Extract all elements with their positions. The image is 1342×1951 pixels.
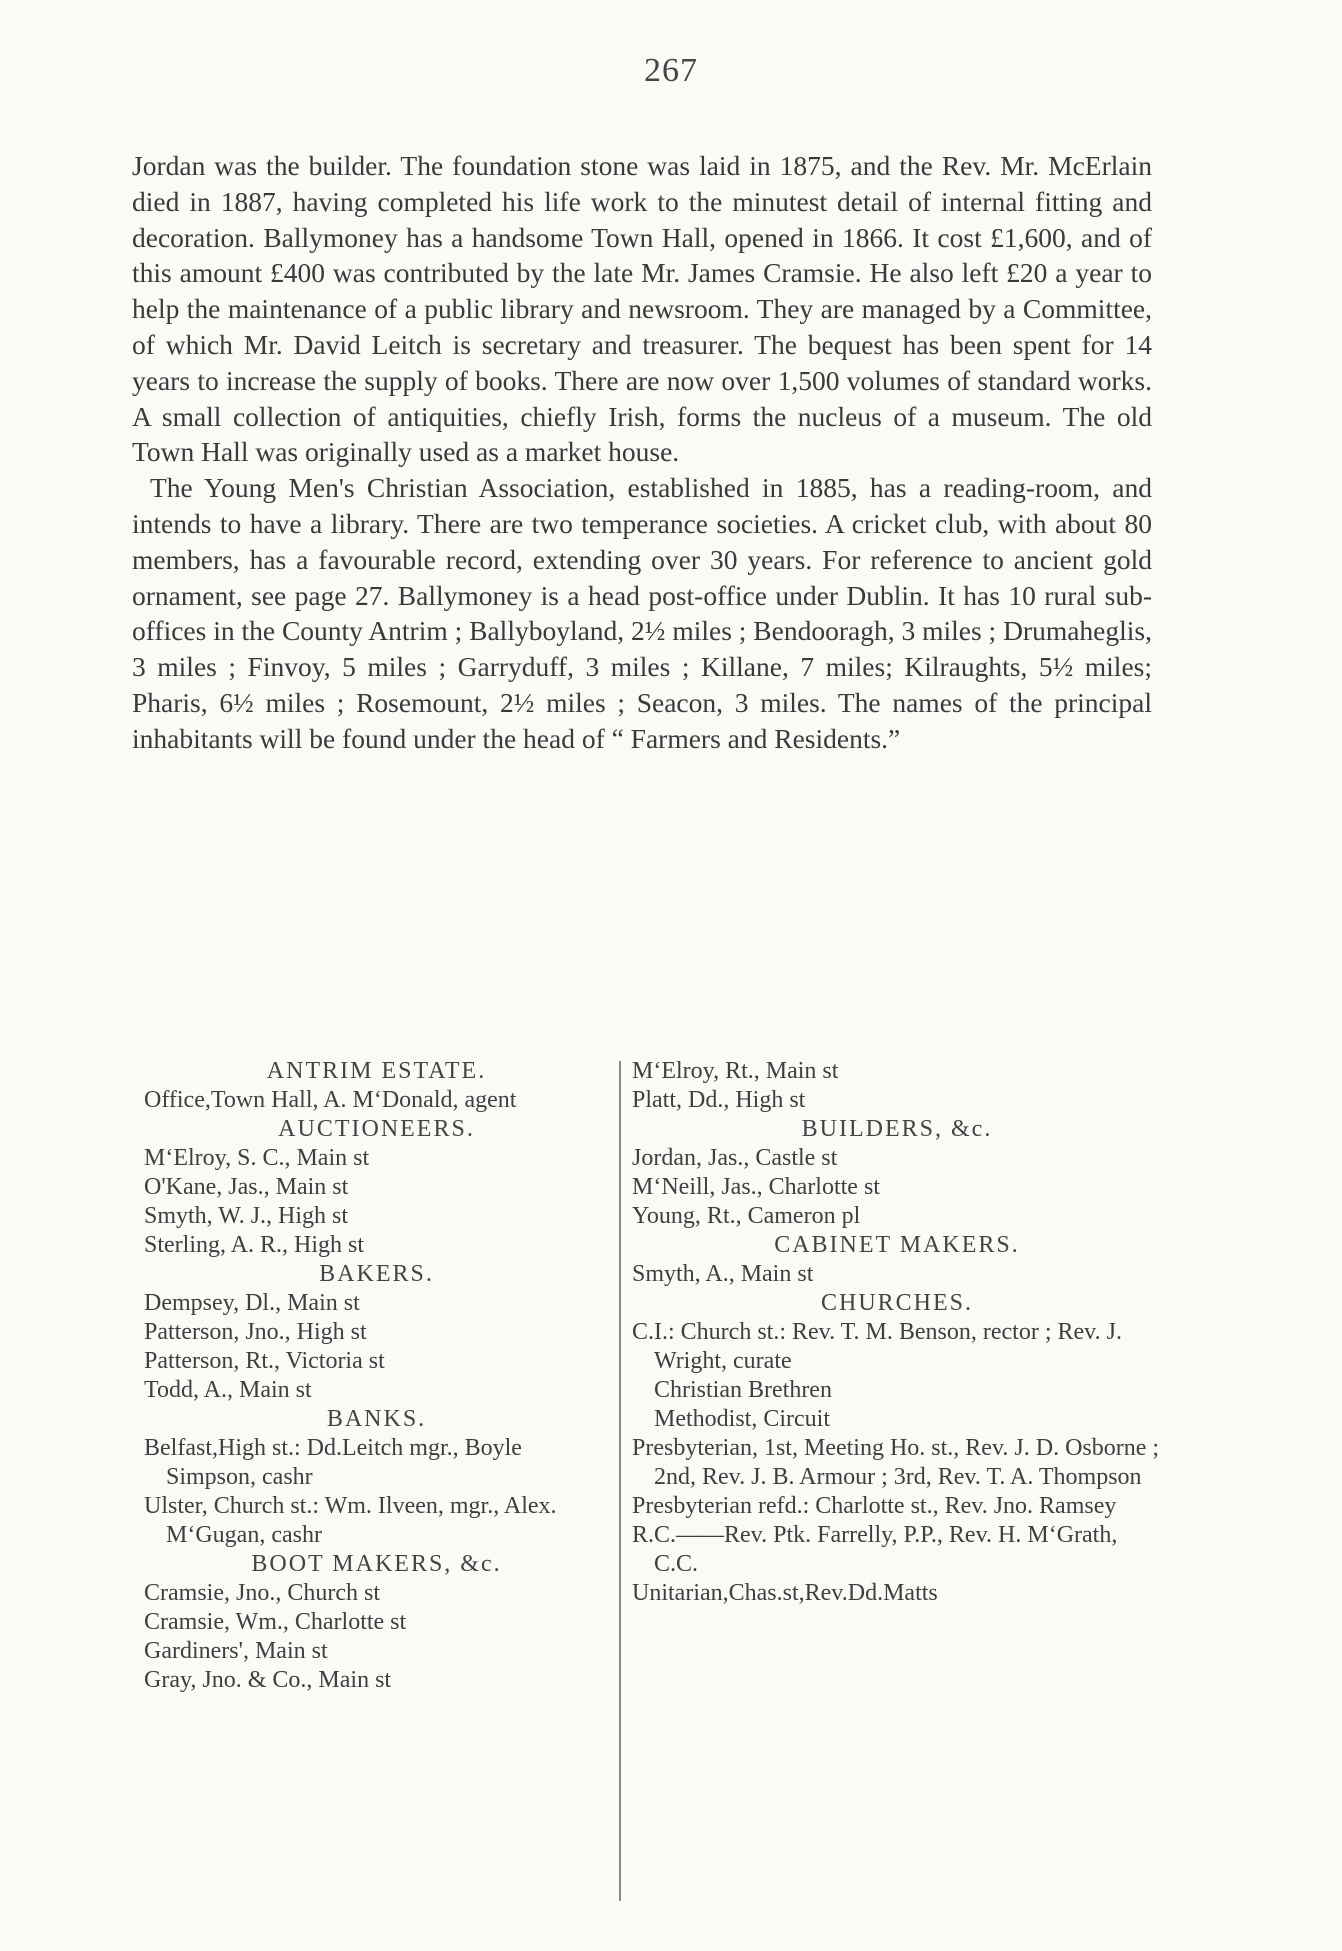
directory-entry: O'Kane, Jas., Main st	[144, 1174, 349, 1200]
directory-entry: Patterson, Jno., High st	[144, 1319, 367, 1345]
directory-entry: Todd, A., Main st	[144, 1377, 312, 1403]
directory-heading: CHURCHES.	[820, 1290, 974, 1316]
directory-entry: Unitarian,Chas.st,Rev.Dd.Matts	[632, 1580, 938, 1606]
directory-entry: Gray, Jno. & Co., Main st	[144, 1667, 392, 1693]
directory-left-column	[144, 1057, 609, 1695]
directory-entry: Smyth, A., Main st	[632, 1261, 814, 1287]
directory-entry: M‘Elroy, S. C., Main st	[144, 1145, 370, 1171]
directory-entry: Gardiners', Main st	[144, 1638, 328, 1664]
directory-entry: Methodist, Circuit	[654, 1406, 830, 1432]
directory-entry: Belfast,High st.: Dd.Leitch mgr., Boyle Simpson, cashr	[144, 1435, 522, 1490]
trade-directory	[132, 1057, 1162, 1917]
directory-heading: BANKS.	[326, 1406, 427, 1432]
directory-entry: Presbyterian, 1st, Meeting Ho. st., Rev. J. D. Osborne ; 2nd, Rev. J. B. Armour ; 3rd, Rev. T. A. Thompson	[632, 1435, 1160, 1490]
directory-entry: Ulster, Church st.: Wm. Ilveen, mgr., Alex. M‘Gugan, cashr	[144, 1493, 557, 1548]
directory-entry: Patterson, Rt., Victoria st	[144, 1348, 385, 1374]
directory-entry: Dempsey, Dl., Main st	[144, 1290, 360, 1316]
directory-right-column	[632, 1057, 1162, 1608]
directory-entry: M‘Elroy, Rt., Main st	[632, 1058, 839, 1084]
directory-entry: Platt, Dd., High st	[632, 1087, 806, 1113]
directory-entry: Office,Town Hall, A. M‘Donald, agent	[144, 1087, 517, 1113]
directory-entry: Cramsie, Wm., Charlotte st	[144, 1609, 407, 1635]
directory-entry: Presbyterian refd.: Charlotte st., Rev. Jno. Ramsey	[632, 1493, 1117, 1519]
directory-heading: AUCTIONEERS.	[278, 1116, 475, 1142]
directory-entry: R.C.——Rev. Ptk. Farrelly, P.P., Rev. H. M‘Grath, C.C.	[632, 1522, 1118, 1577]
directory-heading: BUILDERS, &c.	[801, 1116, 993, 1142]
column-divider	[619, 1061, 621, 1901]
directory-heading: CABINET MAKERS.	[774, 1232, 1020, 1258]
body-text	[132, 148, 1152, 757]
directory-entry: Cramsie, Jno., Church st	[144, 1580, 380, 1606]
paragraph-ymca: The Young Men's Christian Association, established in 1885, has a reading-room, and intends to have a library. There are two temperance societies. A cricket club, with about 80 members, has a favourable record, extending over 30 years. For reference to ancient gold ornament, see page 27. Ballymoney is a head post-office under Dublin. It has 10 rural sub-offices in the County Antrim ; Ballyboyland, 2½ miles ; Bendooragh, 3 miles ; Drumaheglis, 3 miles ; Finvoy, 5 miles ; Garryduff, 3 miles ; Killane, 7 miles; Kilraughts, 5½ miles; Pharis, 6½ miles ; Rosemount, 2½ miles ; Seacon, 3 miles. The names of the principal inhabitants will be found under the head of “ Farmers and Residents.”	[132, 472, 1152, 754]
directory-entry: C.I.: Church st.: Rev. T. M. Benson, rector ; Rev. J. Wright, curate	[632, 1319, 1122, 1374]
directory-entry: Young, Rt., Cameron pl	[632, 1203, 861, 1229]
directory-entry: Jordan, Jas., Castle st	[632, 1145, 838, 1171]
paragraph-town-hall: Jordan was the builder. The foundation stone was laid in 1875, and the Rev. Mr. McErlain died in 1887, having completed his life work to the minutest detail of internal fitting and decoration. Ballymoney has a handsome Town Hall, opened in 1866. It cost £1,600, and of this amount £400 was contributed by the late Mr. James Cramsie. He also left £20 a year to help the maintenance of a public library and newsroom. They are managed by a Committee, of which Mr. David Leitch is secretary and treasurer. The bequest has been spent for 14 years to increase the supply of books. There are now over 1,500 volumes of standard works. A small collection of antiquities, chiefly Irish, forms the nucleus of a museum. The old Town Hall was originally used as a market house.	[132, 150, 1152, 468]
directory-entry: M‘Neill, Jas., Charlotte st	[632, 1174, 880, 1200]
directory-heading: BAKERS.	[319, 1261, 434, 1287]
directory-entry: Smyth, W. J., High st	[144, 1203, 349, 1229]
directory-heading: BOOT MAKERS, &c.	[251, 1551, 502, 1577]
directory-entry: Christian Brethren	[654, 1377, 832, 1403]
directory-heading: ANTRIM ESTATE.	[266, 1058, 487, 1084]
page-number: 267	[644, 52, 698, 89]
directory-entry: Sterling, A. R., High st	[144, 1232, 365, 1258]
